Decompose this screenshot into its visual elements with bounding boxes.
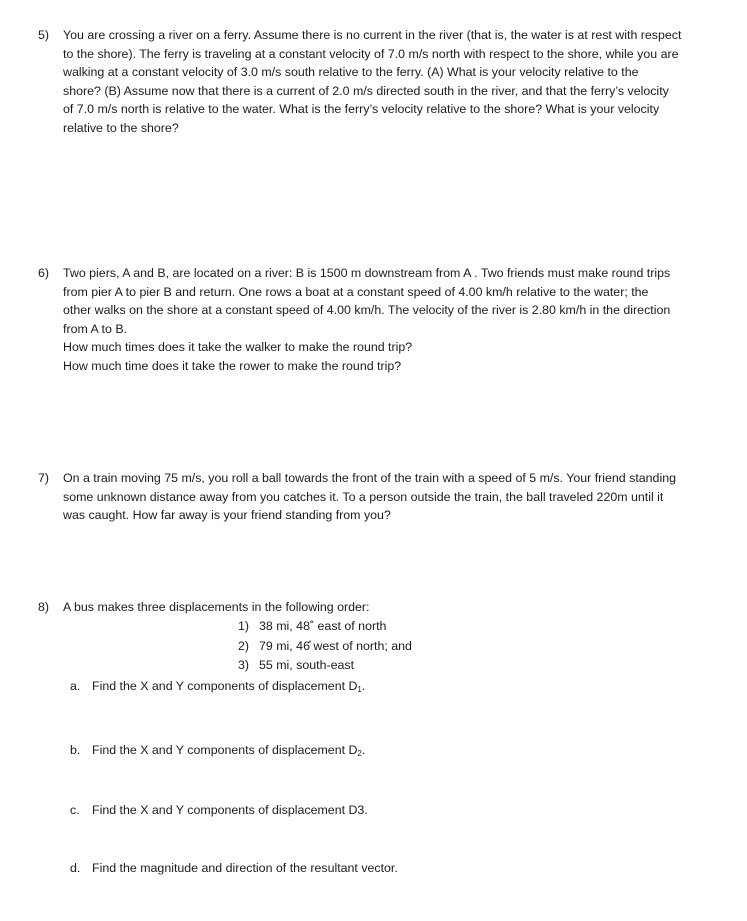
part-a xyxy=(70,677,365,699)
problem-number: 8) xyxy=(38,600,50,614)
text-line: other walks on the shore at a constant speed of 4.00 km/h. The velocity of the river is 2.80 km/h in the direction xyxy=(63,303,671,317)
item-number: 3) xyxy=(238,658,250,672)
part-label: d. xyxy=(70,861,81,875)
text-line: Two piers, A and B, are located on a river: B is 1500 m downstream from A . Two friends must make round trips xyxy=(63,266,671,280)
part-text: Find the magnitude and direction of the resultant vector. xyxy=(92,861,398,875)
problem-number: 7) xyxy=(38,471,50,485)
part-text: Find the X and Y components of displacement D3. xyxy=(92,803,368,817)
problem-text xyxy=(63,598,723,617)
text-line: to the shore). The ferry is traveling at a constant velocity of 7.0 m/s north with respect to the shore, while you are xyxy=(63,46,679,61)
part-text: Find the X and Y components of displacement D xyxy=(92,679,358,693)
question-line: How much time does it take the rower to make the round trip? xyxy=(63,358,402,373)
text-line: You are crossing a river on a ferry. Assume there is no current in the river (that is, the water is at rest with respect xyxy=(63,28,682,42)
text-line: of 7.0 m/s north is relative to the water. What is the ferry’s velocity relative to the shore? What is your velocity xyxy=(63,102,660,116)
part-text: Find the X and Y components of displacement D xyxy=(92,743,358,757)
part-label: b. xyxy=(70,743,81,757)
text-line: A bus makes three displacements in the following order: xyxy=(63,600,370,614)
problem-number: 6) xyxy=(38,266,50,280)
text-line: On a train moving 75 m/s, you roll a ball towards the front of the train with a speed of 5 m/s. Your friend standing xyxy=(63,471,676,485)
part-d xyxy=(70,859,398,877)
part-b xyxy=(70,741,365,763)
displacement-item xyxy=(238,617,412,637)
subscript: 2 xyxy=(357,749,362,758)
problem-number: 5) xyxy=(38,28,50,42)
text-line: relative to the shore? xyxy=(63,120,179,135)
subscript: 1 xyxy=(357,685,362,694)
displacement-item xyxy=(238,637,412,657)
part-label: c. xyxy=(70,803,80,817)
part-c xyxy=(70,801,368,819)
item-text: 38 mi, 48˚ east of north xyxy=(259,619,387,633)
part-end: . xyxy=(361,743,366,757)
part-end: . xyxy=(361,679,366,693)
item-text: 55 mi, south-east xyxy=(259,658,355,672)
text-line: was caught. How far away is your friend standing from you? xyxy=(63,508,391,522)
text-line: from A to B. xyxy=(63,321,128,336)
question-line: How much times does it take the walker to make the round trip? xyxy=(63,340,413,354)
text-line: shore? (B) Assume now that there is a current of 2.0 m/s directed south in the river, and that the ferry’s velocity xyxy=(63,83,669,98)
item-text: 79 mi, 46̊ west of north; and xyxy=(259,638,412,653)
text-line: some unknown distance away from you catches it. To a person outside the train, the ball traveled 220m until it xyxy=(63,489,664,504)
part-label: a. xyxy=(70,679,81,693)
item-number: 2) xyxy=(238,638,250,653)
problem-text xyxy=(63,264,723,375)
problem-text xyxy=(63,26,723,137)
item-number: 1) xyxy=(238,619,250,633)
text-line: walking at a constant velocity of 3.0 m/s south relative to the ferry. (A) What is your velocity relative to the xyxy=(63,65,639,79)
displacement-item xyxy=(238,656,412,676)
text-line: from pier A to pier B and return. One rows a boat at a constant speed of 4.00 km/h relative to the water; the xyxy=(63,284,649,299)
problem-text xyxy=(63,469,723,525)
displacement-list xyxy=(238,617,412,676)
